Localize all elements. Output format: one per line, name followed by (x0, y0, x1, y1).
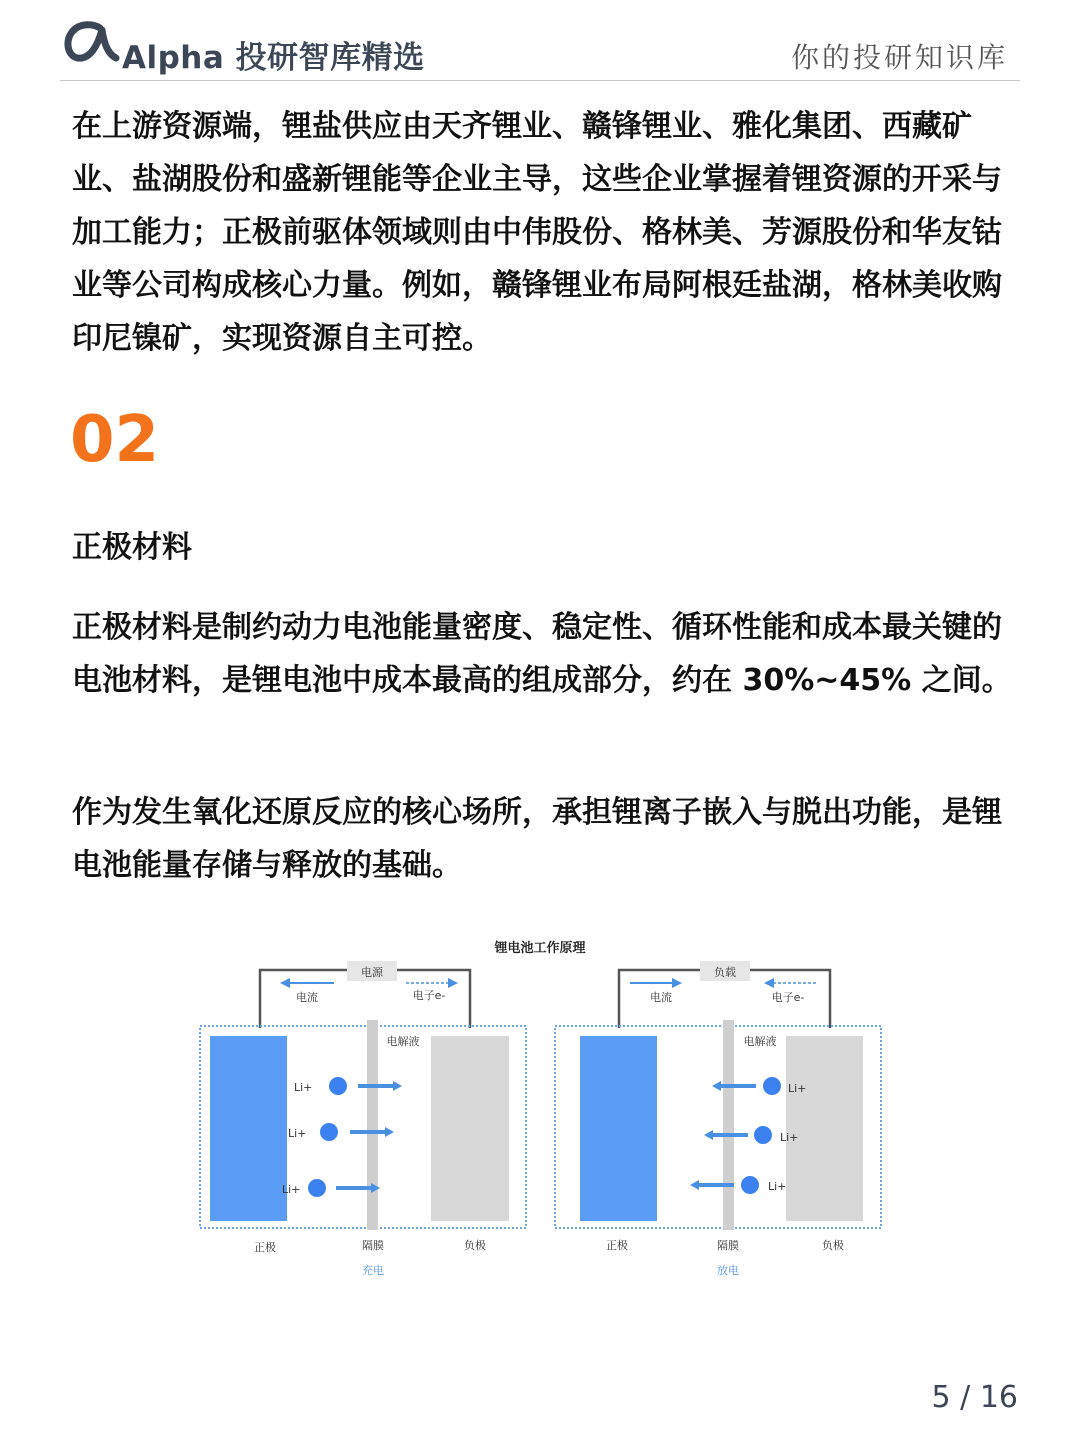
charge-electron-label: 电子e- (412, 989, 446, 1002)
discharge-ion (763, 1077, 781, 1095)
discharge-current-label: 电流 (650, 991, 672, 1004)
page-number: 5 / 16 (931, 1380, 1018, 1415)
charge-ion-label: Li+ (288, 1127, 307, 1140)
charge-cathode-label: 正极 (254, 1241, 276, 1254)
discharge-cathode-label: 正极 (606, 1239, 628, 1252)
discharge-ion-label: Li+ (788, 1082, 807, 1095)
charge-panel (200, 961, 526, 1277)
discharge-electron-label: 电子e- (771, 991, 805, 1004)
charge-ion-label: Li+ (282, 1183, 301, 1196)
charge-ion-label: Li+ (294, 1081, 313, 1094)
discharge-ion (741, 1176, 759, 1194)
discharge-source-label: 负载 (714, 966, 736, 979)
charge-separator (367, 1020, 378, 1230)
discharge-mode-label: 放电 (717, 1264, 739, 1277)
charge-ion (320, 1123, 338, 1141)
charge-cathode (210, 1036, 287, 1221)
charge-anode (431, 1036, 509, 1221)
discharge-separator-label: 隔膜 (717, 1239, 739, 1252)
discharge-separator (723, 1020, 734, 1230)
discharge-anode-label: 负极 (822, 1239, 844, 1252)
discharge-ion-label: Li+ (780, 1131, 799, 1144)
charge-anode-label: 负极 (464, 1239, 486, 1252)
charge-ion (308, 1179, 326, 1197)
cathode-paragraph: 正极材料是制约动力电池能量密度、稳定性、循环性能和成本最关键的电池材料，是锂电池中成本最高的组成部分，约在 30%~45% 之间。 (72, 610, 1012, 698)
section-title: 正极材料 (72, 530, 192, 565)
charge-separator-label: 隔膜 (362, 1239, 384, 1252)
alpha-logo-icon (60, 20, 120, 66)
discharge-cathode (580, 1036, 657, 1221)
section-number: 02 (70, 403, 160, 477)
charge-ion (329, 1077, 347, 1095)
intro-paragraph: 在上游资源端，锂盐供应由天齐锂业、赣锋锂业、雅化集团、西藏矿业、盐湖股份和盛新锂能等企业主导，这些企业掌握着锂资源的开采与加工能力；正极前驱体领域则由中伟股份、格林美、芳源股份和华友钴业等公司构成核心力量。例如，赣锋锂业布局阿根廷盐湖，格林美收购印尼镍矿，实现资源自主可控。 (72, 109, 1002, 356)
header-tagline: 你的投研知识库 (790, 41, 1008, 74)
battery-principle-diagram (190, 930, 890, 1290)
charge-current-label: 电流 (296, 991, 318, 1004)
discharge-panel (555, 961, 881, 1277)
page-header (60, 18, 1020, 81)
discharge-ion-label: Li+ (768, 1180, 787, 1193)
discharge-anode (786, 1036, 863, 1221)
diagram-title: 锂电池工作原理 (494, 941, 586, 956)
function-paragraph: 作为发生氧化还原反应的核心场所，承担锂离子嵌入与脱出功能，是锂电池能量存储与释放的基础。 (72, 795, 1002, 883)
charge-source-label: 电源 (361, 966, 383, 979)
charge-mode-label: 充电 (362, 1264, 384, 1277)
brand-title: Alpha 投研智库精选 (122, 40, 425, 76)
discharge-ion (754, 1126, 772, 1144)
charge-electrolyte-label: 电解液 (386, 1035, 420, 1048)
discharge-electrolyte-label: 电解液 (743, 1035, 777, 1048)
